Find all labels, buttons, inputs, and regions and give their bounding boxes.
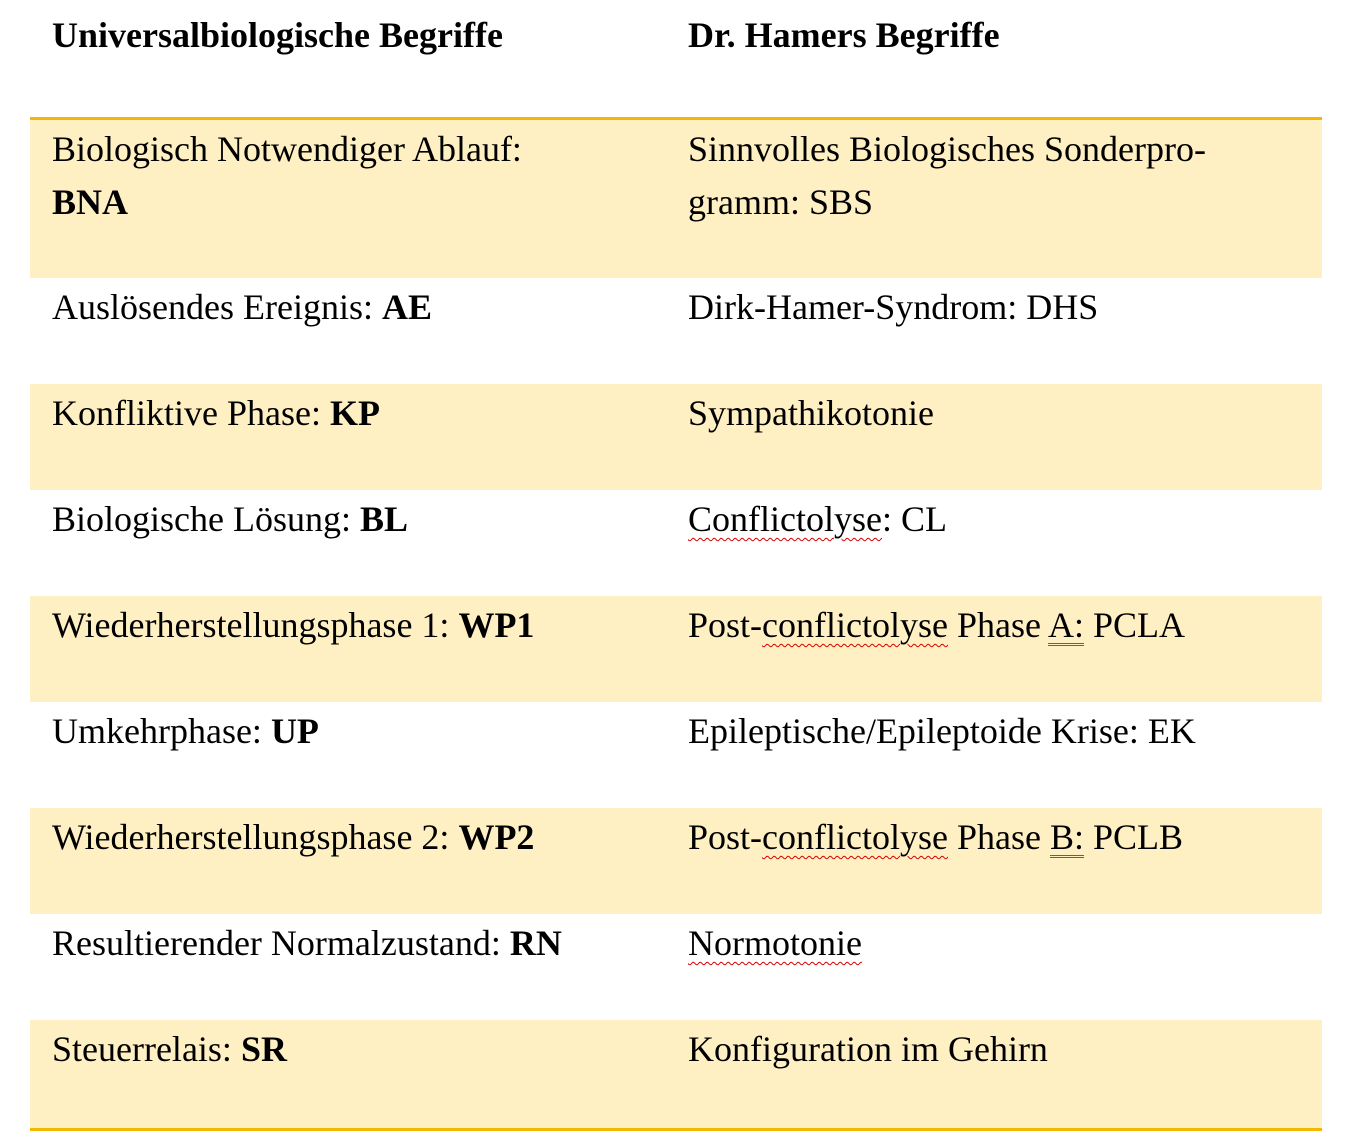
- row-right-cell: [688, 123, 1300, 229]
- left-text: Steuerrelais:: [52, 1029, 241, 1069]
- row-left-cell: [52, 1023, 646, 1076]
- left-abbr: UP: [270, 711, 319, 751]
- spellcheck-word[interactable]: Normotonie: [688, 923, 862, 963]
- right-text: Phase: [947, 817, 1050, 857]
- spellcheck-word[interactable]: conflictolyse: [762, 605, 948, 645]
- left-abbr: KP: [329, 393, 380, 433]
- left-text: Biologisch Notwendiger Ablauf:: [52, 129, 522, 169]
- header-right: Dr. Hamers Begriffe: [688, 15, 1000, 55]
- left-abbr: RN: [509, 923, 562, 963]
- right-text: Epileptische/Epileptoide Krise: EK: [688, 711, 1196, 751]
- grammar-check-word[interactable]: B:: [1049, 817, 1084, 857]
- row-left-cell: [52, 705, 646, 758]
- left-text: Auslösendes Ereignis:: [52, 287, 382, 327]
- left-abbr: BNA: [52, 182, 129, 222]
- row-left-cell: [52, 387, 646, 440]
- left-abbr: AE: [381, 287, 432, 327]
- terms-table: [30, 117, 1322, 1131]
- left-text: Wiederherstellungsphase 1:: [52, 605, 459, 645]
- grammar-check-word[interactable]: A:: [1048, 605, 1084, 645]
- table-row: [30, 596, 1322, 702]
- left-text: Umkehrphase:: [52, 711, 271, 751]
- row-right-cell: [688, 705, 1300, 758]
- table-row: [30, 808, 1322, 914]
- row-left-cell: [52, 917, 646, 970]
- right-text: PCLA: [1084, 605, 1186, 645]
- right-text: Post-: [688, 605, 763, 645]
- row-right-cell: [688, 493, 1300, 546]
- row-left-cell: [52, 811, 646, 864]
- right-text: : CL: [881, 499, 947, 539]
- left-abbr: BL: [360, 499, 409, 539]
- header-left: Universalbiologische Begriffe: [52, 15, 503, 55]
- table-row: [30, 702, 1322, 808]
- table-row: [30, 490, 1322, 596]
- table-row: [30, 914, 1322, 1020]
- row-right-cell: [688, 1023, 1300, 1076]
- left-text: Konfliktive Phase:: [52, 393, 330, 433]
- table-row: [30, 278, 1322, 384]
- table-row: [30, 384, 1322, 490]
- row-left-cell: [52, 281, 646, 334]
- left-text: Biologische Lösung:: [52, 499, 360, 539]
- bottom-rule: [30, 1128, 1322, 1131]
- row-left-cell: [52, 599, 646, 652]
- table-row: [30, 120, 1322, 278]
- table-header: [0, 0, 1372, 118]
- right-text: Phase: [947, 605, 1048, 645]
- row-right-cell: [688, 281, 1300, 334]
- right-text: Dirk-Hamer-Syndrom: DHS: [688, 287, 1099, 327]
- row-left-cell: [52, 493, 646, 546]
- right-text: Konfiguration im Gehirn: [688, 1029, 1048, 1069]
- row-right-cell: [688, 387, 1300, 440]
- row-left-cell: [52, 123, 646, 229]
- row-right-cell: [688, 917, 1300, 970]
- left-abbr: SR: [240, 1029, 287, 1069]
- row-right-cell: [688, 599, 1300, 652]
- right-text: PCLB: [1084, 817, 1184, 857]
- right-text: Sympathikotonie: [688, 393, 934, 433]
- spellcheck-word[interactable]: conflictolyse: [762, 817, 948, 857]
- table-row: [30, 1020, 1322, 1128]
- right-text: Post-: [688, 817, 763, 857]
- spellcheck-word[interactable]: Conflictolyse: [688, 499, 882, 539]
- left-text: Wiederherstellungsphase 2:: [52, 817, 459, 857]
- row-right-cell: [688, 811, 1300, 864]
- right-text-continued: gramm: SBS: [688, 182, 874, 222]
- left-abbr: WP2: [458, 817, 535, 857]
- right-text: Sinnvolles Biologisches Sonderpro-: [688, 129, 1206, 169]
- left-abbr: WP1: [458, 605, 535, 645]
- left-text: Resultierender Normalzustand:: [52, 923, 510, 963]
